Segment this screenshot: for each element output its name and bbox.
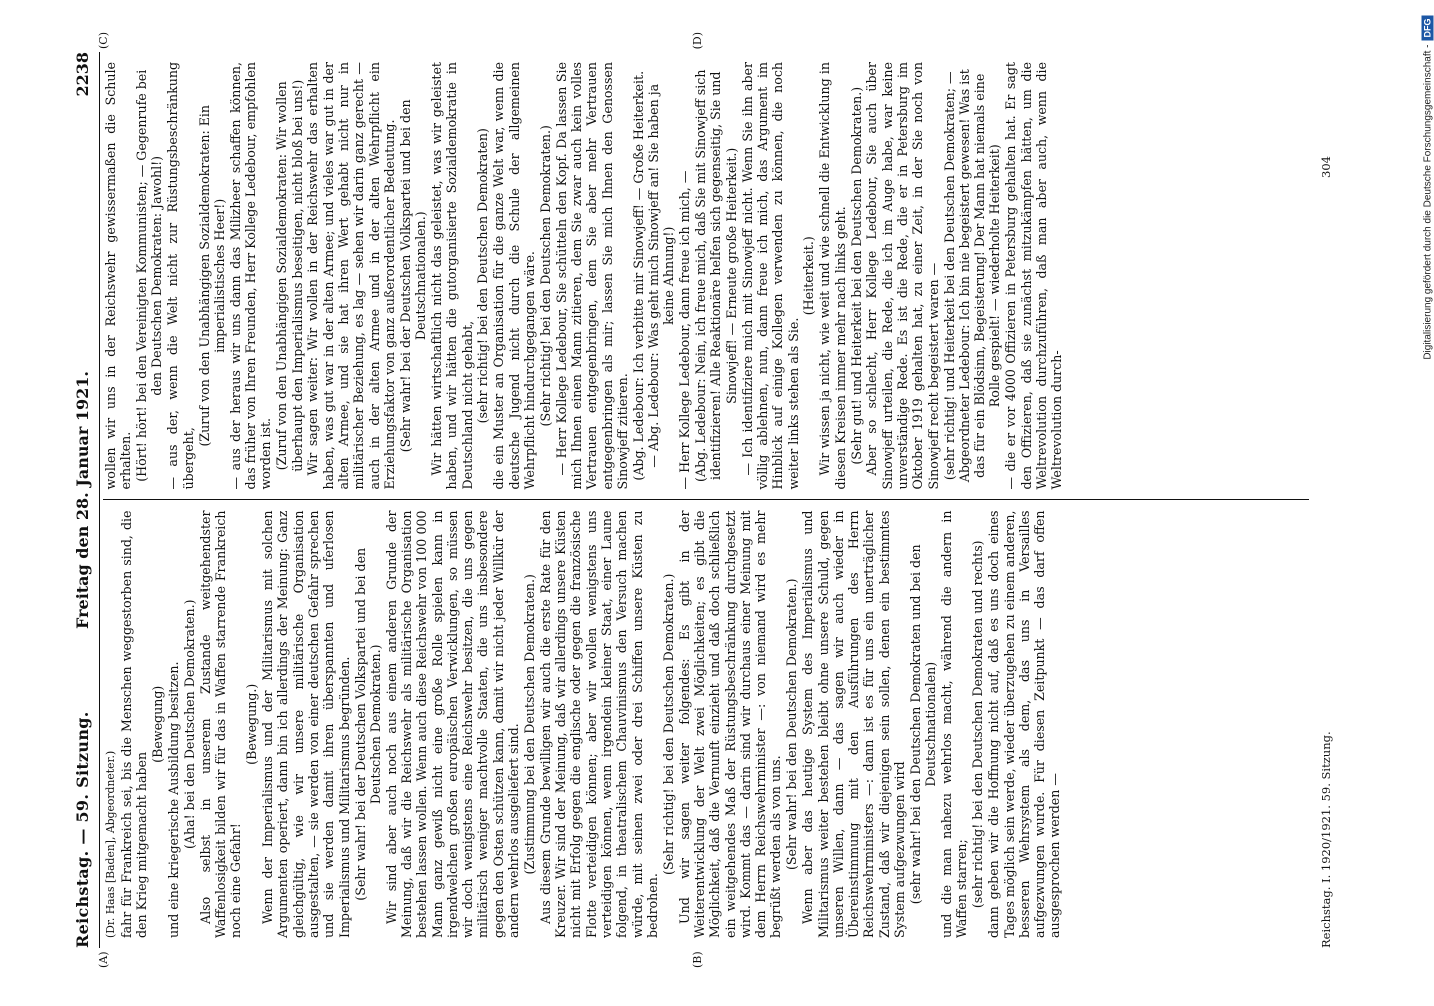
text-columns	[103, 52, 1309, 948]
paragraph: Wir sind aber auch noch aus einem anderen Grunde der Meinung, daß wir die Reichswehr als militärische Organisation bestehen lassen wollen. Wenn auch diese Reichswehr von 100 000 Mann ganz gewiß nicht eine große Rolle spielen kann in irgendwelchen großen europäischen Verwicklungen, so müssen wir doch wenigstens eine Reichswehr besitzen, die uns gegen militärisch weniger machtvolle Staaten, die uns insbesondere gegen den Osten schützen kann, damit wir nicht jeder Willkür der andern wehrlos ausgeliefert sind.	[384, 511, 522, 939]
footer-sheet-number: 304	[1319, 156, 1333, 178]
paragraph: — Herr Kollege Ledebour, Sie schütteln den Kopf. Da lassen Sie mich Ihnen einen Mann zitieren, dem Sie zwar auch kein volles Vertrauen entgegenbringen, dem Sie aber mehr Vertrauen entgegenbringen als mir; lassen Sie mich Ihnen den Genossen Sinowjeff zitieren.	[554, 62, 630, 490]
interjection: (Bewegung)	[150, 511, 165, 939]
interjection: (sehr richtig! bei den Deutschen Demokraten)	[475, 62, 490, 490]
interjection: (Bewegung.)	[244, 511, 259, 939]
margin-mark-b: (B)	[691, 951, 704, 968]
page-footer	[1319, 52, 1337, 948]
paragraph: die ein Muster an Organisation für die ganze Welt war, wenn die deutsche Jugend nicht durch die Schule der allgemeinen Wehrpflicht hindurchgegangen wäre.	[491, 62, 537, 490]
paragraph: Wir sagen weiter: Wir wollen in der Reichswehr das erhalten haben, was gut war in der alten Armee; und vieles war gut in der alten Armee, und sie hat ihren Wert gehabt nicht nur in militärischer Beziehung, es lag — sehen wir darin ganz gerecht — auch in der alten Armee und in der alten Wehrpflicht ein Erziehungsfaktor von ganz außerordentlicher Bedeutung.	[305, 62, 397, 490]
interjection: (Zuruf von den Unabhängigen Sozialdemokraten: Wir wollen überhaupt den Imperialismus beseitigen, nicht bloß bei uns!)	[274, 62, 305, 490]
paragraph: (Dr. Haas [Baden], Abgeordneter.)	[103, 511, 118, 939]
margin-mark-d: (D)	[691, 32, 704, 49]
paragraph: fahr für Frankreich sei, bis die Menschen weggestorben sind, die den Krieg mitgemacht haben	[119, 511, 150, 939]
paragraph: und die man nahezu wehrlos macht, während die andern in Waffen starren;	[939, 511, 970, 939]
paragraph: — aus der heraus wir uns dann das Milizheer schaffen können, das früher von Ihren Freunden, Herr Kollege Ledebour, empfohlen worden ist.	[228, 62, 274, 490]
interjection: (Hört! hört! bei den Vereinigten Kommunisten; — Gegenrufe bei den Deutschen Demokraten: Jawohl!)	[134, 62, 165, 490]
header-session: Reichstag. — 59. Sitzung.	[73, 711, 92, 948]
interjection: (sehr wahr! bei den Deutschen Demokraten und bei den Deutschnationalen)	[908, 511, 939, 939]
margin-mark-a: (A)	[97, 951, 110, 968]
paragraph: Aber so schlecht, Herr Kollege Ledebour, Sie auch über Sinowjeff urteilen, die Rede, die ich im Auge habe, war keine unverständige Rede. Es ist die Rede, die er in Petersburg im Oktober 1919 gehalten hat, zu einer Zeit, in der Sie noch von Sinowjeff recht begeistert waren —	[864, 62, 940, 490]
interjection: (Zustimmung bei den Deutschen Demokraten.)	[522, 511, 537, 939]
header-page-number: 2238	[73, 52, 92, 97]
interjection: (Heiterkeit.)	[801, 62, 816, 490]
interjection: (sehr richtig! und Heiterkeit bei den Deutschen Demokraten; — Abgeordneter Ledebour: Ich bin nie begeistert gewesen! Was ist das für ein Blödsinn, Begeisterung! Der Mann hat niemals eine Rolle gespielt! — wiederholte Heiterkeit)	[942, 62, 1003, 490]
paragraph: — die er vor 4000 Offizieren in Petersburg gehalten hat. Er sagt den Offizieren, daß sie zunächst mitzukämpfen hätten, um die Weltrevolution durchzuführen, daß man aber auch, wenn die Weltrevolution durch-	[1003, 62, 1064, 490]
interjection: (Sehr richtig! bei den Deutschen Demokraten.)	[538, 62, 553, 490]
interjection: (Abg. Ledebour: Ich verbitte mir Sinowjeff! — Große Heiterkeit. — Abg. Ledebour: Was geht mich Sinowjeff an! Sie haben ja keine Ahnung!)	[631, 62, 677, 490]
paragraph: Wir wissen ja nicht, wie weit und wie schnell die Entwicklung in diesen Kreisen immer mehr nach links geht.	[817, 62, 848, 490]
paragraph: Aus diesem Grunde bewilligen wir auch die erste Rate für den Kreuzer. Wir sind der Meinung, daß wir allerdings unsere Küsten nicht mit Erfolg gegen die englische oder gegen die französische Flotte verteidigen können; aber wir wollen wenigstens uns verteidigen können, wenn irgendein kleiner Staat, einer Laune folgend, in theatralischem Chauvinismus den Versuch machen würde, mit seinen zwei oder drei Schiffen unsere Küsten zu bedrohen.	[538, 511, 660, 939]
interjection: (Zuruf von den Unabhängigen Sozialdemokraten: Ein imperialistisches Heer!)	[197, 62, 228, 490]
document-page	[51, 30, 1371, 970]
paragraph: wollen wir uns in der Reichswehr gewissermaßen die Schule erhalten.	[103, 62, 134, 490]
paragraph: Wenn aber das heutige System des Imperialismus und Militarismus weiter bestehen bleibt ohne unsere Schuld, gegen unseren Willen, dann — das sagen wir auch wieder in Übereinstimmung mit den Ausführungen des Herrn Reichswehrministers —: dann ist es für uns ein unerträglicher Zustand, daß wir diejenigen sein sollen, denen ein bestimmtes System aufgezwungen wird	[800, 511, 907, 939]
interjection: (Sehr richtig! bei den Deutschen Demokraten.)	[661, 511, 676, 939]
interjection: (Sehr wahr! bei der Deutschen Volkspartei und bei den Deutschen Demokraten.)	[353, 511, 384, 939]
left-column	[103, 500, 1309, 949]
paragraph: und eine kriegerische Ausbildung besitzen.	[166, 511, 181, 939]
interjection: (Abg. Ledebour: Nein, ich freue mich, daß Sie mit Sinowjeff sich identifizieren! Alle Reaktionäre helfen sich gegenseitig, Sie und Sinowjeff! — Erneute große Heiterkeit.)	[693, 62, 739, 490]
dfg-credit	[1422, 16, 1434, 1006]
interjection: (Sehr wahr! bei der Deutschen Volkspartei und bei den Deutschnationalen.)	[398, 62, 429, 490]
margin-mark-c: (C)	[97, 32, 110, 49]
paragraph: Also selbst in unserem Zustande weitgehendster Waffenlosigkeit bilden wir für das in Waffen starrende Frankreich noch eine Gefahr!	[198, 511, 244, 939]
paragraph: Wenn der Imperialismus und der Militarismus mit solchen Argumenten operiert, dann bin ich allerdings der Meinung: Ganz gleichgültig, wie wir unsere militärische Organisation ausgestalten, — sie werden von einer deutschen Gefahr sprechen und sie werden damit ihren überspannten und uferlosen Imperialismus und Militarismus begründen.	[260, 511, 352, 939]
paragraph: dann geben wir die Hoffnung nicht auf, daß es uns doch eines Tages möglich sein werde, wieder überzugehen zu einem anderen, besseren Wehrsystem als dem, das uns in Versailles aufgezwungen wurde. Für diesen Zeitpunkt — das darf offen ausgesprochen werden —	[986, 511, 1062, 939]
paragraph: — Herr Kollege Ledebour, dann freue ich mich, —	[677, 62, 692, 490]
interjection: (Sehr wahr! bei den Deutschen Demokraten.)	[784, 511, 799, 939]
dfg-credit-text: Digitalisierung gefördert durch die Deutsche Forschungsgemeinschaft -	[1423, 45, 1434, 360]
interjection: (sehr richtig! bei den Deutschen Demokraten und rechts)	[970, 511, 985, 939]
header-date: Freitag den 28. Januar 1921.	[73, 52, 92, 948]
footer-signature: Reichstag. I. 1920/1921. 59. Sitzung.	[1319, 731, 1333, 948]
interjection: (Sehr gut! und Heiterkeit bei den Deutschen Demokraten.)	[849, 62, 864, 490]
page-header	[69, 52, 100, 948]
paragraph: Wir hätten wirtschaftlich nicht das geleistet, was wir geleistet haben, und wir hätten die gutorganisierte Sozialdemokratie in Deutschland nicht gehabt,	[429, 62, 475, 490]
dfg-logo: DFG	[1422, 16, 1434, 41]
interjection: (Aha! bei den Deutschen Demokraten.)	[182, 511, 197, 939]
paragraph: — aus der, wenn die Welt nicht zur Rüstungsbeschränkung übergeht,	[165, 62, 196, 490]
paragraph: Und wir sagen weiter folgendes: Es gibt in der Weiterentwicklung der Welt zwei Möglichkeiten; es gibt die Möglichkeit, daß die Vernunft einzieht und daß doch schließlich ein weitgehendes Maß der Rüstungsbeschränkung durchgesetzt wird. Kommt das — darin sind wir durchaus einer Meinung mit dem Herrn Reichswehrminister —: von niemand wird es mehr begrüßt werden als von uns.	[677, 511, 784, 939]
paragraph: — Ich identifiziere mich mit Sinowjeff nicht. Wenn Sie ihn aber völlig ablehnen, nun, dann freue ich mich, das Argument im Hinblick auf einige Kollegen verwenden zu können, die noch weiter links stehen als Sie.	[740, 62, 801, 490]
dfg-sidebar	[1422, 5, 1434, 1000]
right-column	[103, 52, 1309, 500]
